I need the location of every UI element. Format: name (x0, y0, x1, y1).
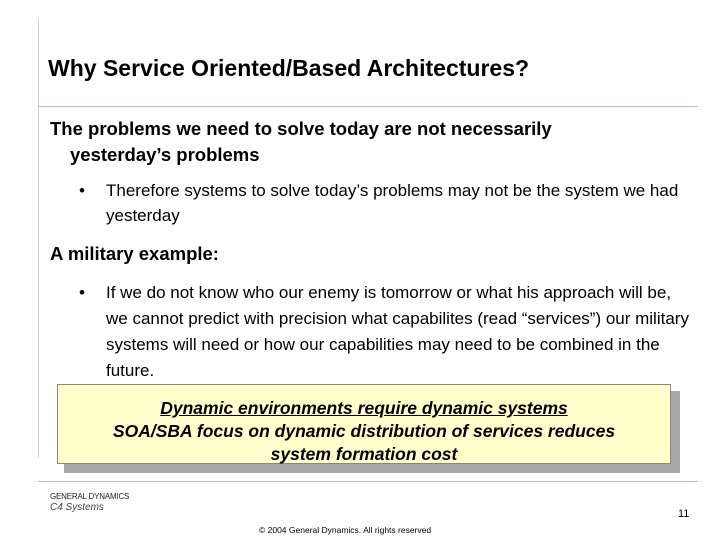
callout-line-1: Dynamic environments require dynamic systems (160, 398, 568, 418)
bullet-item-2 (72, 280, 692, 384)
slide-title: Why Service Oriented/Based Architectures? (48, 55, 530, 81)
logo-division-name: C4 Systems (50, 502, 104, 513)
callout-line-2: SOA/SBA focus on dynamic distribution of services reduces (112, 421, 616, 441)
footer-divider (38, 481, 698, 482)
intro-paragraph (50, 116, 690, 168)
page-number: 11 (678, 508, 690, 520)
callout-box (57, 384, 671, 464)
section-heading: A military example: (50, 243, 219, 264)
left-rule (38, 18, 39, 458)
intro-line-2: yesterday’s problems (70, 144, 260, 165)
company-logo (50, 492, 129, 513)
copyright-notice: © 2004 General Dynamics. All rights reserved (259, 525, 432, 535)
bullet-text-1: Therefore systems to solve today’s problems may not be the system we had yesterday (106, 181, 679, 225)
bullet-text-2: If we do not know who our enemy is tomorrow or what his approach will be, we cannot predict with precision what capabilites (read “services”) our military systems will need or how our capabilities may need to be combined in the future. (106, 283, 689, 380)
intro-line-1: The problems we need to solve today are not necessarily (50, 118, 552, 139)
bullet-marker: • (79, 181, 85, 200)
logo-company-name: GENERAL DYNAMICS (50, 492, 130, 501)
callout-line-3: system formation cost (270, 444, 458, 464)
bullet-item-1 (72, 178, 692, 228)
bullet-marker: • (79, 283, 85, 302)
title-divider (38, 106, 698, 107)
